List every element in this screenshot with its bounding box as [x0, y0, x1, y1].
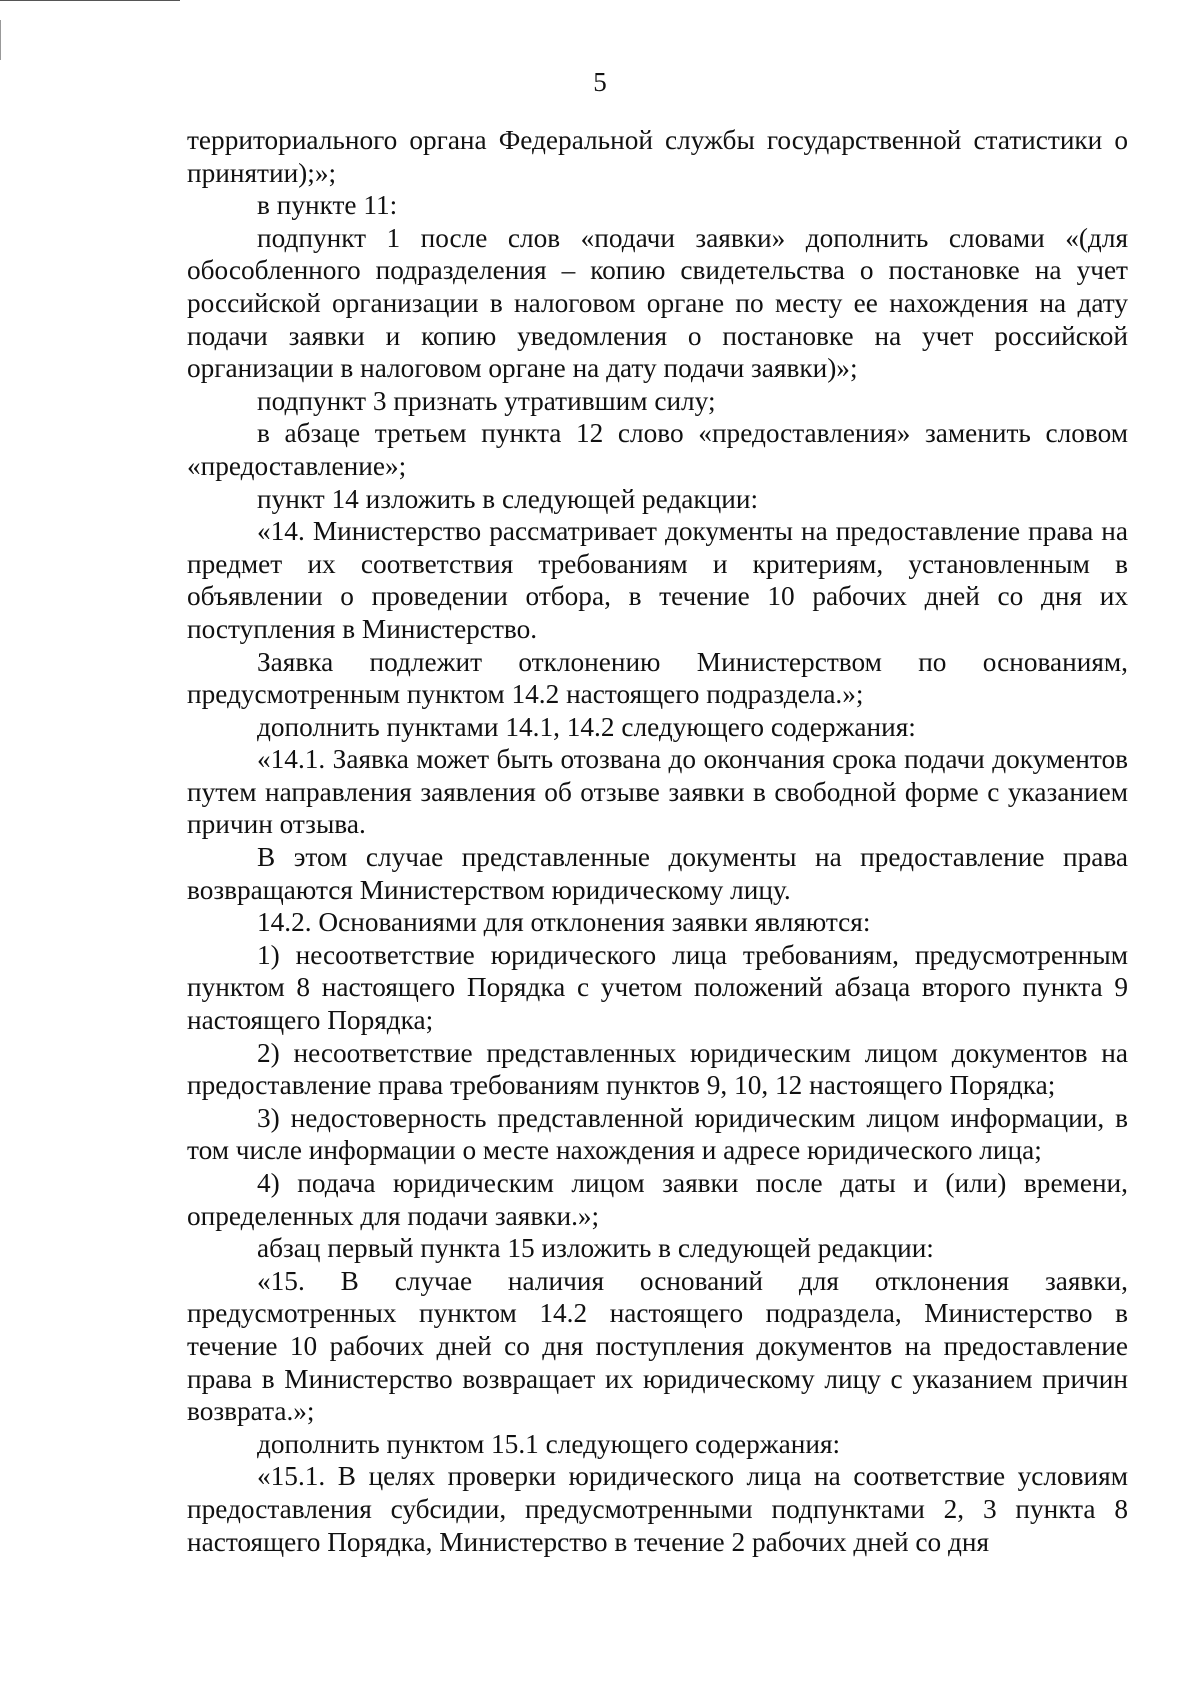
- paragraph: подпункт 1 после слов «подачи заявки» дополнить словами «(для обособленного подразделения – копию свидетельства о постановке на учет российской организации в налоговом органе по месту ее нахождения на дату подачи заявки и копию уведомления о постановке на учет российской организации в налоговом органе на дату подачи заявки)»;: [187, 222, 1128, 384]
- scan-edge-mark: [0, 20, 1, 60]
- paragraph: дополнить пунктами 14.1, 14.2 следующего содержания:: [257, 711, 916, 742]
- paragraph: дополнить пунктом 15.1 следующего содержания:: [257, 1428, 841, 1459]
- paragraph: территориального органа Федеральной службы государственной статистики о принятии);»;: [187, 125, 1128, 188]
- paragraph: В этом случае представленные документы на предоставление права возвращаются Министерством юридическому лицу.: [187, 842, 1128, 905]
- paragraph: Заявка подлежит отклонению Министерством по основаниям, предусмотренным пунктом 14.2 настоящего подраздела.»;: [187, 646, 1128, 710]
- paragraph: в абзаце третьем пункта 12 слово «предоставления» заменить словом «предоставление»;: [187, 418, 1128, 481]
- paragraph: подпункт 3 признать утратившим силу;: [257, 385, 716, 416]
- paragraph: в пункте 11:: [257, 190, 398, 221]
- paragraph: «14. Министерство рассматривает документы на предоставление права на предмет их соответствия требованиям и критериям, установленным в объявлении о проведении отбора, в течение 10 рабочих дней со дня их поступления в Министерство.: [187, 516, 1128, 644]
- paragraph: «15.1. В целях проверки юридического лица на соответствие условиям предоставления субсидии, предусмотренными подпунктами 2, 3 пункта 8 настоящего Порядка, Министерство в течение 2 рабочих дней со дня: [187, 1461, 1128, 1557]
- paragraph: 14.2. Основаниями для отклонения заявки являются:: [257, 907, 871, 938]
- paragraph: 2) несоответствие представленных юридическим лицом документов на предоставление права требованиям пунктов 9, 10, 12 настоящего Порядка;: [187, 1037, 1128, 1101]
- paragraph: абзац первый пункта 15 изложить в следующей редакции:: [257, 1233, 934, 1264]
- paragraph: пункт 14 изложить в следующей редакции:: [257, 483, 759, 514]
- scan-edge-line: [0, 0, 180, 1]
- paragraph: 3) недостоверность представленной юридическим лицом информации, в том числе информации о месте нахождения и адресе юридического лица;: [187, 1102, 1128, 1166]
- paragraph: «14.1. Заявка может быть отозвана до окончания срока подачи документов путем направления заявления об отзыве заявки в свободной форме с указанием причин отзыва.: [187, 744, 1128, 840]
- page-number: 5: [593, 67, 607, 97]
- paragraph: 1) несоответствие юридического лица требованиям, предусмотренным пунктом 8 настоящего Порядка с учетом положений абзаца второго пункта 9 настоящего Порядка;: [187, 939, 1128, 1036]
- document-body: [187, 124, 1128, 1558]
- paragraph: 4) подача юридическим лицом заявки после даты и (или) времени, определенных для подачи заявки.»;: [187, 1168, 1128, 1231]
- paragraph: «15. В случае наличия оснований для отклонения заявки, предусмотренных пунктом 14.2 настоящего подраздела, Министерство в течение 10 рабочих дней со дня поступления документов на предоставление права в Министерство возвращает их юридическому лицу с указанием причин возврата.»;: [187, 1265, 1128, 1427]
